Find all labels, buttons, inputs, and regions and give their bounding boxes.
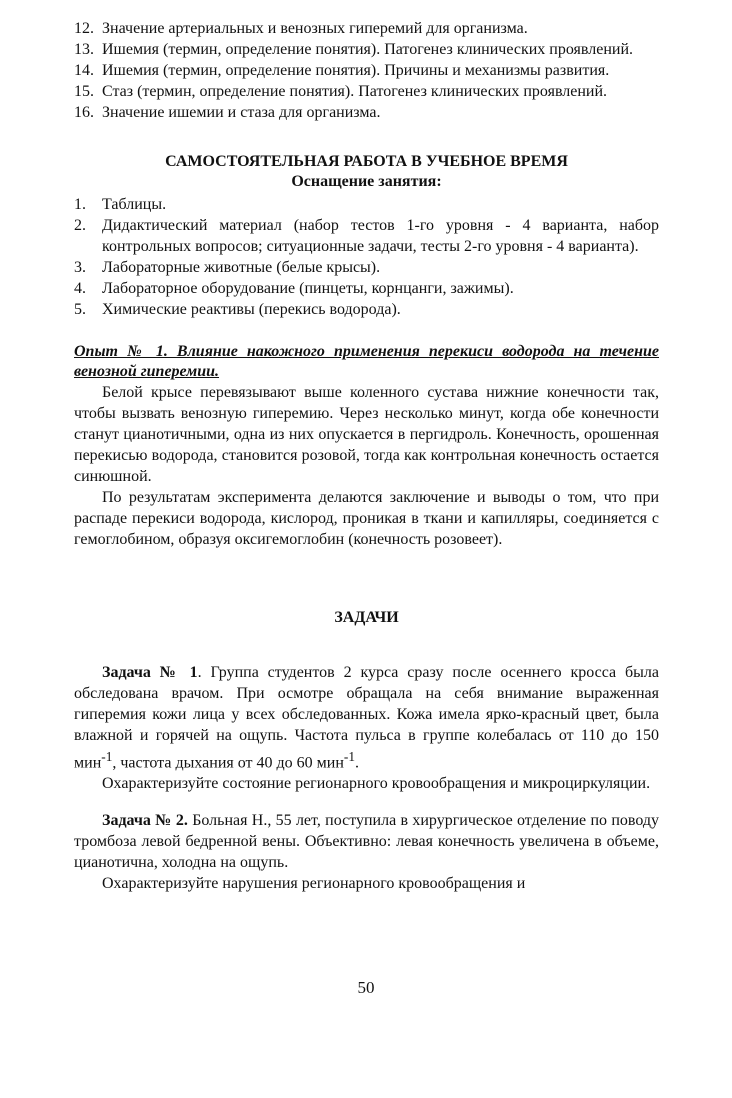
equipment-list xyxy=(74,194,659,320)
experiment-paragraph: По результатам эксперимента делаются заключение и выводы о том, что при распаде перекиси водорода, кислород, проникая в ткани и капилляры, соединяется с гемоглобином, образуя оксигемоглобин (конечность розовеет). xyxy=(74,489,659,548)
task-spacer xyxy=(74,794,659,810)
page-number: 50 xyxy=(357,978,375,997)
equipment-number: 5. xyxy=(74,301,86,318)
task-1-text-cont: , частота дыхания от 40 до 60 мин xyxy=(112,754,344,772)
equipment-item xyxy=(74,278,659,299)
page-content xyxy=(74,18,659,894)
section-subtitle: Оснащение занятия: xyxy=(291,173,442,190)
question-number: 13. xyxy=(74,41,94,58)
experiment-title: Опыт № 1. Влияние накожного применения перекиси водорода на течение венозной гиперемии. xyxy=(74,343,659,380)
task-1-superscript: -1 xyxy=(343,749,356,764)
question-text: Ишемия (термин, определение понятия). Патогенез клинических проявлений. xyxy=(102,41,634,58)
question-item xyxy=(74,81,659,102)
question-number: 16. xyxy=(74,104,94,121)
tasks-title: ЗАДАЧИ xyxy=(334,609,399,626)
equipment-item xyxy=(74,194,659,215)
task-1-label: Задача № 1 xyxy=(102,664,198,681)
equipment-number: 1. xyxy=(74,196,86,213)
question-item xyxy=(74,60,659,81)
question-text: Значение ишемии и стаза для организма. xyxy=(102,104,381,121)
equipment-item xyxy=(74,215,659,257)
equipment-item xyxy=(74,257,659,278)
equipment-text: Лабораторное оборудование (пинцеты, корнцанги, зажимы). xyxy=(102,280,514,297)
task-2-text: Больная Н., 55 лет, поступила в хирургическое отделение по поводу тромбоза левой бедренной вены. Объективно: левая конечность увеличена в объеме, цианотична, холодна на ощупь. xyxy=(74,812,660,872)
question-number: 12. xyxy=(74,20,94,37)
question-number: 14. xyxy=(74,62,94,79)
question-text: Стаз (термин, определение понятия). Патогенез клинических проявлений. xyxy=(102,83,608,100)
experiment-paragraph: Белой крысе перевязывают выше коленного сустава нижние конечности так, чтобы вызвать венозную гиперемию. Через несколько минут, когда обе конечности станут цианотичными, одна из них опускается в пергидроль. Конечность, орошенная перекисью водорода, становится розовой, тогда как контрольная конечность остается синюшной. xyxy=(74,384,659,485)
equipment-number: 2. xyxy=(74,217,86,234)
task-1-superscript: -1 xyxy=(101,749,113,764)
task-2-question: Охарактеризуйте нарушения регионарного кровообращения и xyxy=(102,875,526,893)
question-number: 15. xyxy=(74,83,94,100)
equipment-number: 3. xyxy=(74,259,86,276)
question-text: Значение артериальных и венозных гиперемий для организма. xyxy=(102,20,528,37)
equipment-text: Химические реактивы (перекись водорода). xyxy=(102,301,401,318)
equipment-text: Лабораторные животные (белые крысы). xyxy=(102,259,381,276)
equipment-text: Дидактический материал (набор тестов 1-го уровня - 4 варианта, набор контрольных вопросов; ситуационные задачи, тесты 2-го уровня - 4 варианта). xyxy=(102,217,659,255)
question-item xyxy=(74,102,659,123)
task-2-label: Задача № 2. xyxy=(102,812,188,830)
task-1-question: Охарактеризуйте состояние регионарного кровообращения и микроциркуляции. xyxy=(102,775,651,793)
question-item xyxy=(74,18,659,39)
section-title: САМОСТОЯТЕЛЬНАЯ РАБОТА В УЧЕБНОЕ ВРЕМЯ xyxy=(165,153,568,170)
equipment-number: 4. xyxy=(74,280,86,297)
questions-list xyxy=(74,18,659,123)
question-item xyxy=(74,39,659,60)
task-2-paragraph xyxy=(74,810,659,873)
question-text: Ишемия (термин, определение понятия). Причины и механизмы развития. xyxy=(102,62,610,79)
task-1-text-end: . xyxy=(355,754,360,772)
equipment-item xyxy=(74,299,659,320)
task-1-paragraph xyxy=(74,662,659,773)
equipment-text: Таблицы. xyxy=(102,196,167,213)
task-1-text: . Группа студентов 2 курса сразу после осеннего кросса была обследована врачом. При осмотре обращала на себя внимание выраженная гиперемия кожи лица у всех обследованных. Кожа имела ярко-красный цвет, была влажной и горячей на ощупь. Частота пульса в группе колебалась от 110 до 150 мин xyxy=(74,664,660,772)
